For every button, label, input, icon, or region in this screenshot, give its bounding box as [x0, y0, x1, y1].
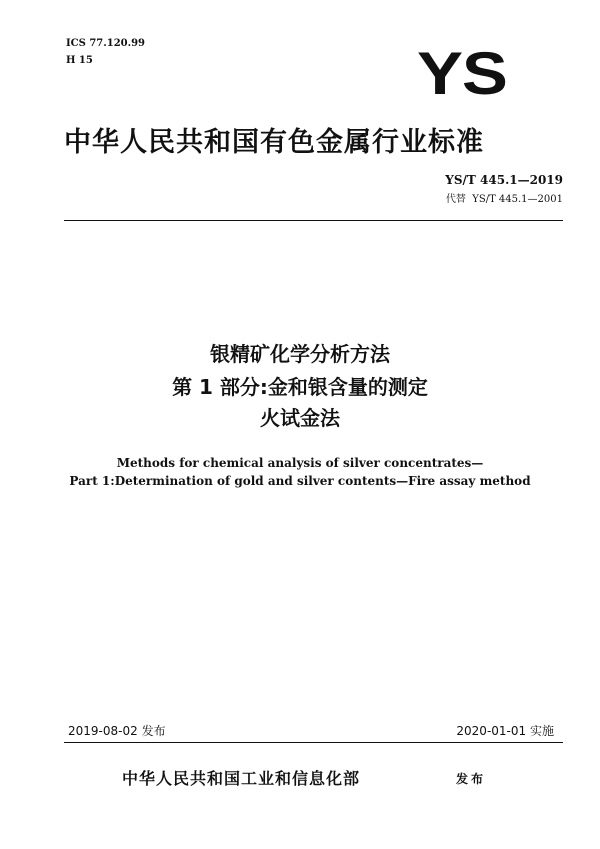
issue-date [68, 722, 166, 739]
top-divider [64, 220, 563, 221]
issue-date-value: 2019-08-02 [68, 724, 138, 738]
issuing-authority: 中华人民共和国工业和信息化部 [122, 769, 361, 788]
title-zh-line-1: 银精矿化学分析方法 [210, 342, 390, 366]
replaces-number: YS/T 445.1—2001 [472, 194, 563, 205]
classification-code: H 15 [66, 55, 93, 66]
standard-number: YS/T 445.1—2019 [445, 173, 563, 187]
ics-code: ICS 77.120.99 [66, 38, 146, 49]
implementation-date-label: 实施 [529, 724, 554, 738]
title-zh-line-3: 火试金法 [260, 406, 340, 430]
ys-logo: YS [417, 40, 507, 107]
bottom-divider [64, 742, 563, 743]
implementation-date [456, 722, 554, 739]
title-en-line-1: Methods for chemical analysis of silver concentrates— [116, 456, 484, 470]
replaces-line [446, 190, 563, 205]
title-en-line-2: Part 1:Determination of gold and silver contents—Fire assay method [69, 474, 531, 488]
title-zh-line-2: 第 1 部分:金和银含量的测定 [172, 375, 428, 399]
issuing-action: 发布 [456, 772, 487, 786]
issue-date-label: 发布 [141, 724, 166, 738]
replaces-label: 代替 [445, 194, 466, 205]
standard-category-title: 中华人民共和国有色金属行业标准 [64, 127, 484, 158]
implementation-date-value: 2020-01-01 [456, 724, 527, 738]
